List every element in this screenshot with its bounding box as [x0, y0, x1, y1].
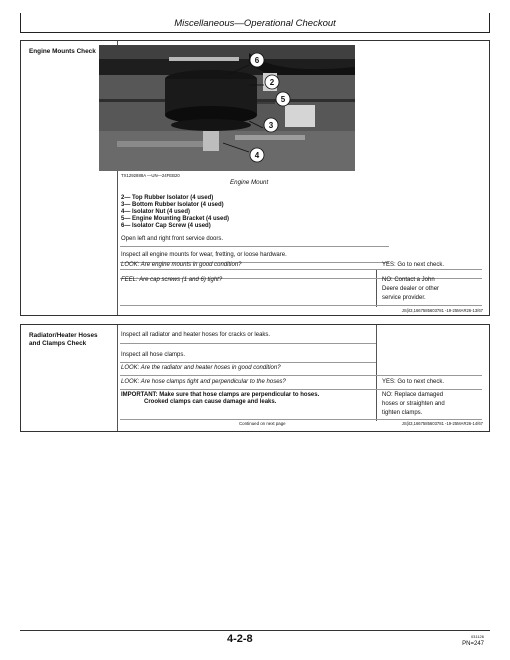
page-header-title: Miscellaneous—Operational Checkout — [174, 18, 336, 29]
important-note: Crooked clamps can cause damage and leaks. — [144, 399, 277, 405]
section-label-line: and Clamps Check — [29, 340, 87, 347]
legend-item: 3— Bottom Rubber Isolator (4 used) — [121, 202, 224, 208]
callout-label: 4 — [254, 151, 260, 160]
feel-question: FEEL: Are cap screws (1 and 6) tight? — [121, 277, 223, 283]
look-question: LOOK: Are hose clamps tight and perpendicular to the hoses? — [121, 379, 286, 385]
step-text: Inspect all hose clamps. — [121, 352, 186, 358]
callout-label: 3 — [268, 121, 274, 130]
yes-answer: YES: Go to next check. — [382, 379, 445, 385]
callout-label: 5 — [280, 95, 286, 104]
legend-item: 4— Isolator Nut (4 used) — [121, 209, 191, 215]
legend-item: 2— Top Rubber Isolator (4 used) — [121, 195, 214, 201]
no-answer: hoses or straighten and — [382, 401, 445, 407]
divider — [120, 362, 376, 363]
divider — [120, 389, 482, 390]
step-text: Inspect all engine mounts for wear, fretting, or loose hardware. — [121, 252, 287, 258]
no-answer: Deere dealer or other — [382, 286, 440, 292]
important-note: IMPORTANT: Make sure that hose clamps are perpendicular to hoses. — [121, 392, 320, 398]
footer-rule — [20, 630, 490, 631]
step-text: Inspect all radiator and heater hoses for cracks or leaks. — [121, 332, 271, 338]
divider — [120, 375, 482, 376]
no-answer: tighten clamps. — [382, 410, 423, 416]
column-divider — [376, 269, 377, 307]
photo-code: TX1292888A —UN—24FEB20 — [121, 173, 180, 178]
section-label — [29, 332, 119, 348]
reference-code: JS(it3,1667585603781 -19-25MAR26-13/67 — [401, 308, 483, 313]
section-label-line: Radiator/Heater Hoses — [29, 332, 98, 339]
legend-item: 6— Isolator Cap Screw (4 used) — [121, 223, 211, 229]
footer-code: 031126 — [470, 634, 484, 639]
column-divider — [117, 325, 118, 431]
divider — [120, 246, 389, 247]
page-number: 4-2-8 — [227, 633, 253, 645]
divider — [120, 343, 376, 344]
no-answer: NO: Replace damaged — [382, 392, 444, 398]
engine-mount-photo — [99, 45, 355, 171]
photo-caption: Engine Mount — [230, 179, 269, 186]
callout-label: 2 — [269, 78, 275, 87]
divider — [120, 305, 482, 306]
look-question: LOOK: Are the radiator and heater hoses in good condition? — [121, 365, 281, 371]
step-text: Open left and right front service doors. — [121, 236, 224, 242]
callout-overlay — [99, 45, 355, 171]
divider — [120, 269, 482, 270]
callout-label: 6 — [254, 56, 260, 65]
radiator-hoses-section — [20, 324, 490, 432]
column-divider — [376, 325, 377, 421]
look-question: LOOK: Are engine mounts in good condition? — [121, 262, 242, 268]
no-answer: service provider. — [382, 295, 426, 301]
legend-item: 5— Engine Mounting Bracket (4 used) — [121, 216, 230, 222]
section-label: Engine Mounts Check — [29, 48, 96, 55]
no-answer: NO: Contact a John — [382, 277, 435, 283]
pn-number: PN=247 — [462, 641, 484, 647]
continued-note: Continued on next page — [239, 421, 286, 426]
reference-code: JS(it3,1667585603781 -19-25MAR26-14/67 — [401, 421, 483, 426]
yes-answer: YES: Go to next check. — [382, 262, 445, 268]
